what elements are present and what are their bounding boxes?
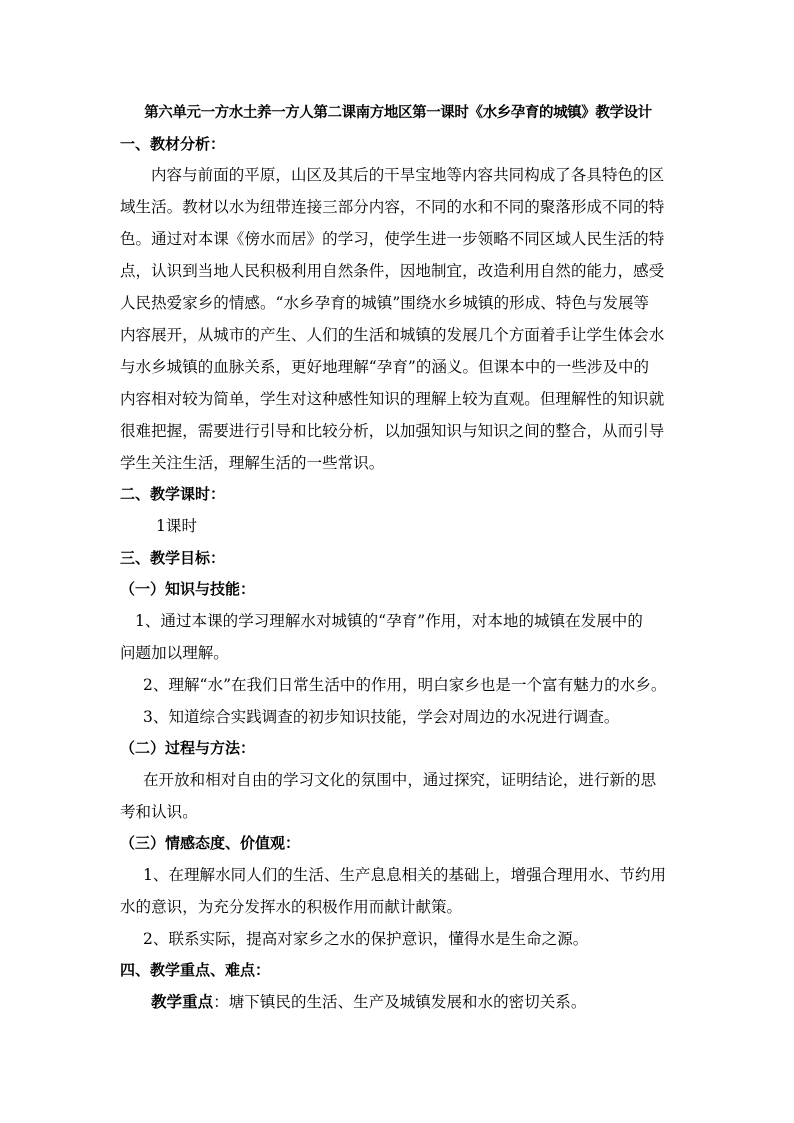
key-point-line bbox=[151, 990, 711, 1014]
paragraph-line: 考和认识。 bbox=[120, 803, 198, 821]
paragraph-line: 很难把握，需要进行引导和比较分析，以加强知识与知识之间的整合，从而引导 bbox=[120, 422, 665, 440]
key-point-label: 教学重点 bbox=[151, 992, 214, 1011]
section-heading-key-difficult-points: 四、教学重点、难点： bbox=[120, 961, 271, 979]
objective-item-continued: 问题加以理解。 bbox=[120, 644, 229, 662]
paragraph-line: 内容相对较为简单，学生对这种感性知识的理解上较为直观。但理解性的知识就 bbox=[120, 390, 665, 408]
paragraph-line: 色。通过对本课《傍水而居》的学习，使学生进一步领略不同区域人民生活的特 bbox=[120, 230, 665, 248]
paragraph-line: 在开放和相对自由的学习文化的氛围中，通过探究，证明结论，进行新的思 bbox=[143, 771, 657, 789]
section-heading-textbook-analysis: 一、教材分析： bbox=[120, 135, 226, 153]
objective-item: 2、联系实际，提高对家乡之水的保护意识，懂得水是生命之源。 bbox=[143, 930, 589, 948]
paragraph-line: 域生活。教材以水为纽带连接三部分内容，不同的水和不同的聚落形成不同的特 bbox=[120, 198, 665, 216]
lesson-hours-value: 1课时 bbox=[156, 517, 198, 535]
paragraph-line: 内容与前面的平原，山区及其后的干旱宝地等内容共同构成了各具特色的区 bbox=[151, 166, 665, 184]
section-heading-teaching-objectives: 三、教学目标： bbox=[120, 549, 226, 567]
paragraph-line: 与水乡城镇的血脉关系，更好地理解“孕育”的涵义。但课本中的一些涉及中的 bbox=[120, 358, 650, 376]
paragraph-line: 内容展开，从城市的产生、人们的生活和城镇的发展几个方面着手让学生体会水 bbox=[120, 326, 665, 344]
objective-item: 1、通过本课的学习理解水对城镇的“孕育”作用，对本地的城镇在发展中的 bbox=[135, 612, 643, 630]
objective-item-continued: 水的意识，为充分发挥水的积极作用而献计献策。 bbox=[120, 898, 463, 916]
subheading-attitudes-values: （三）情感态度、价值观： bbox=[120, 834, 301, 852]
document-title: 第六单元一方水土养一方人第二课南方地区第一课时《水乡孕育的城镇》教学设计 bbox=[144, 104, 652, 121]
objective-item: 1、在理解水同人们的生活、生产息息相关的基础上，增强合理用水、节约用 bbox=[143, 866, 667, 884]
paragraph-line: 点，认识到当地人民积极利用自然条件，因地制宜，改造利用自然的能力，感受 bbox=[120, 262, 665, 280]
paragraph-line: 学生关注生活，理解生活的一些常识。 bbox=[120, 454, 385, 472]
subheading-process-methods: （二）过程与方法： bbox=[120, 739, 256, 757]
subheading-knowledge-skills: （一）知识与技能： bbox=[120, 580, 256, 598]
paragraph-line: 人民热爱家乡的情感。“水乡孕育的城镇”围绕水乡城镇的形成、特色与发展等 bbox=[120, 294, 650, 312]
objective-item: 3、知道综合实践调查的初步知识技能，学会对周边的水况进行调查。 bbox=[143, 708, 620, 726]
objective-item: 2、理解“水”在我们日常生活中的作用，明白家乡也是一个富有魅力的水乡。 bbox=[143, 676, 667, 694]
section-heading-lesson-hours: 二、教学课时： bbox=[120, 485, 226, 503]
key-point-text: ：塘下镇民的生活、生产及城镇发展和水的密切关系。 bbox=[213, 993, 587, 1011]
